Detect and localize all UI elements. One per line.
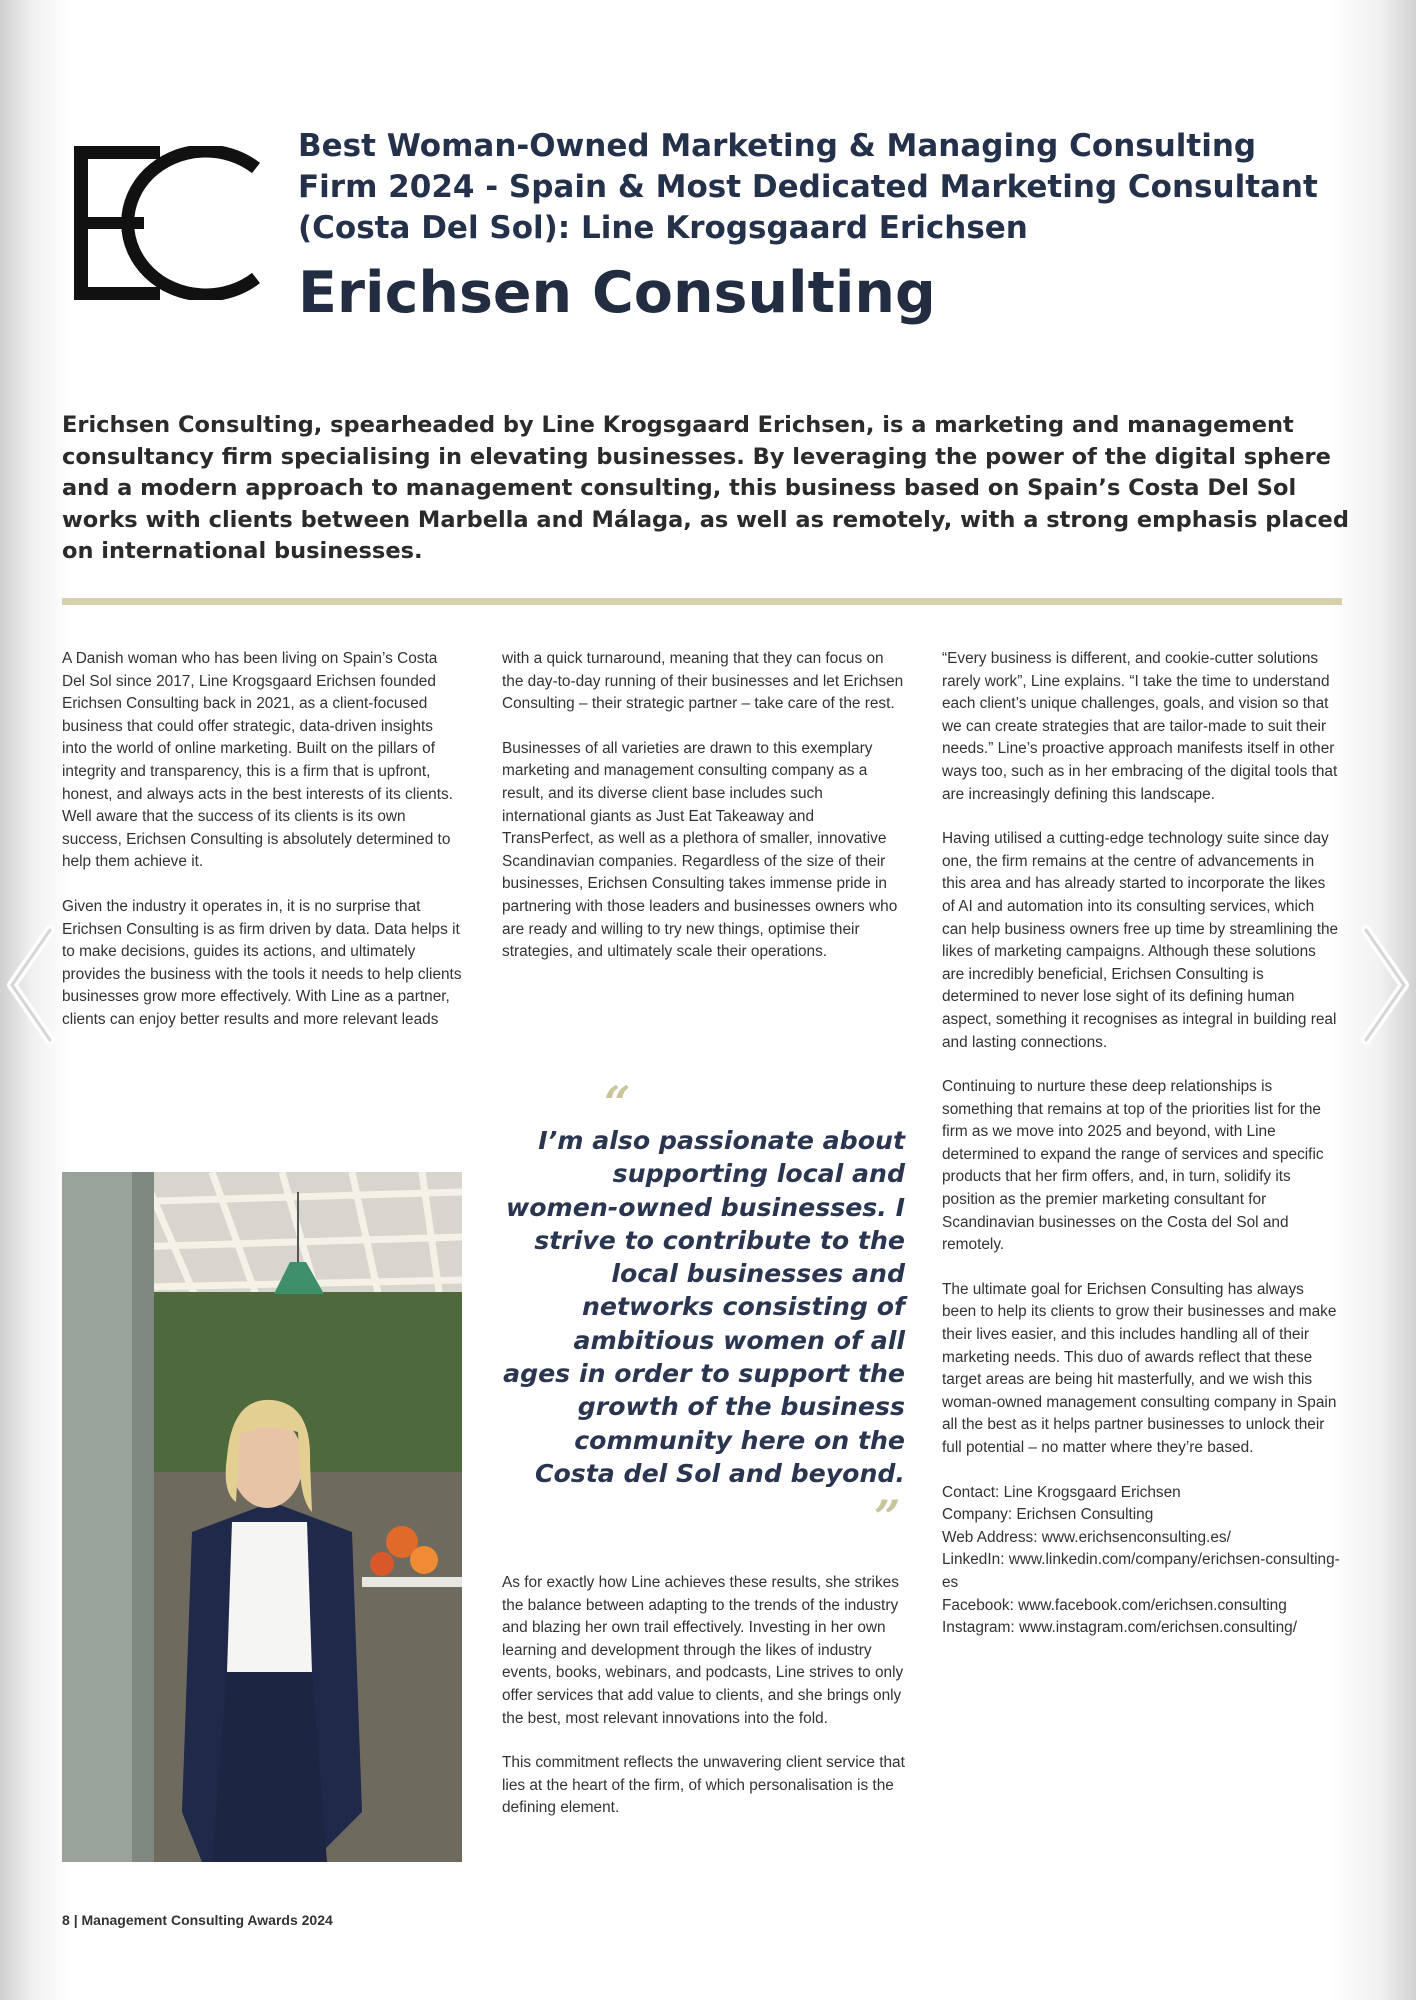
footer-separator: | [73,1912,78,1928]
col2-paragraph-2: Businesses of all varieties are drawn to this exemplary marketing and management consulting company as a result, and its diverse client base includes such international giants as Just Eat Takeaway and TransPerfect, as well as a plethora of smaller, innovative Scandinavian companies. Regardless of the size of their businesses, Erichsen Consulting takes immense pride in partnering with those leaders and businesses owners who are ready and willing to try new things, optimise their strategies, and ultimately scale their operations. [502,739,898,961]
close-quote-mark: ” [874,1490,901,1544]
section-divider [62,598,1342,605]
col3-paragraph-1: “Every business is different, and cookie-cutter solutions rarely work”, Line explains. “I take the time to understand each client’s unique challenges, goals, and vision so that we can create strategies that are tailor-made to suit their needs.” Line’s proactive approach manifests itself in other ways too, such as in her embracing of the digital tools that are increasingly defining this landscape. [942,650,1338,803]
col3-paragraph-2: Having utilised a cutting-edge technology suite since day one, the firm remains at the centre of advancements in this area and has already started to incorporate the likes of AI and automation into its consulting services, which can help business owners free up time by streamlining the likes of marketing campaigns. Although these solutions are incredibly beneficial, Erichsen Consulting is determined to never lose sight of its defining human aspect, something it recognises as integral in building real and lasting connections. [942,830,1339,1051]
pull-quote: I’m also passionate about supporting local and women-owned businesses. I strive to contribute to the local businesses and networks consisting of ambitious women of all ages in order to support the growth of the business community here on the Costa del Sol and beyond. [503,1126,905,1488]
previous-page-arrow-icon[interactable] [4,920,58,1050]
contact-linkedin[interactable]: LinkedIn: www.linkedin.com/company/erichsen-consulting-es [942,1551,1340,1591]
erichsen-consulting-logo [74,146,260,300]
column-2 [502,648,907,986]
contact-name: Contact: Line Krogsgaard Erichsen [942,1483,1181,1501]
contact-facebook[interactable]: Facebook: www.facebook.com/erichsen.consulting [942,1596,1287,1614]
contact-instagram[interactable]: Instagram: www.instagram.com/erichsen.consulting/ [942,1619,1297,1637]
column-3 [942,648,1342,1640]
company-title: Erichsen Consulting [298,260,936,326]
publication-name: Management Consulting Awards 2024 [81,1912,333,1928]
col1-paragraph-2: Given the industry it operates in, it is no surprise that Erichsen Consulting is as firm driven by data. Data helps it to make decisions, guides its actions, and ultimately provides the business with the tools it needs to help clients businesses grow more effectively. With Line as a partner, clients can enjoy better results and more relevant leads [62,897,462,1028]
next-page-arrow-icon[interactable] [1358,920,1412,1050]
col2-paragraph-4: This commitment reflects the unwavering client service that lies at the heart of the firm, of which personalisation is the defining element. [502,1754,905,1817]
portrait-photo [62,1172,462,1862]
col3-paragraph-3: Continuing to nurture these deep relationships is something that remains at top of the priorities list for the firm as we move into 2025 and beyond, with Line determined to expand the range of services and specific products that her firm offers, and, in turn, solidify its position as the premier marketing consultant for Scandinavian businesses on the Costa del Sol and remotely. [942,1078,1324,1254]
open-quote-mark: “ [604,1076,631,1130]
col1-paragraph-1: A Danish woman who has been living on Spain’s Costa Del Sol since 2017, Line Krogsgaard Erichsen founded Erichsen Consulting back in 2021, as a client-focused business that could offer strategic, data-driven insights into the world of online marketing. Built on the pillars of integrity and transparency, this is a firm that is upfront, honest, and always acts in the best interests of its clients. Well aware that the success of its clients is its own success, Erichsen Consulting is absolutely determined to help them achieve it. [62,650,453,871]
page-footer [62,1912,333,1928]
col3-paragraph-4: The ultimate goal for Erichsen Consulting has always been to help its clients to grow their businesses and make their lives easier, and this includes handling all of their marketing needs. This duo of awards reflect that these target areas are being hit masterfully, and we wish this woman-owned management consulting company in Spain all the best as it helps partner businesses to unlock their full potential – no matter where they’re based. [942,1280,1337,1456]
column-1 [62,648,462,1054]
award-headline: Best Woman-Owned Marketing & Managing Consulting Firm 2024 - Spain & Most Dedicated Marketing Consultant (Costa Del Sol): Line Krogsgaard Erichsen [298,128,1318,246]
contact-web-address[interactable]: Web Address: www.erichsenconsulting.es/ [942,1528,1231,1546]
col2-paragraph-1: with a quick turnaround, meaning that they can focus on the day-to-day running of their businesses and let Erichsen Consulting – their strategic partner – take care of the rest. [502,650,904,713]
col2-paragraph-3: As for exactly how Line achieves these results, she strikes the balance between adapting to the trends of the industry and blazing her own trail effectively. Investing in her own learning and development through the likes of industry events, books, webinars, and podcasts, Line strives to only offer services that add value to clients, and she brings only the best, most relevant innovations into the fold. [502,1574,904,1727]
page-number: 8 [62,1912,70,1928]
contact-company: Company: Erichsen Consulting [942,1506,1154,1524]
contact-block [942,1482,1342,1640]
intro-paragraph: Erichsen Consulting, spearheaded by Line Krogsgaard Erichsen, is a marketing and management consultancy firm specialising in elevating businesses. By leveraging the power of the digital sphere and a modern approach to management consulting, this business based on Spain’s Costa Del Sol works with clients between Marbella and Málaga, as well as remotely, with a strong emphasis placed on international businesses. [62,412,1349,564]
column-2-lower [502,1572,907,1842]
